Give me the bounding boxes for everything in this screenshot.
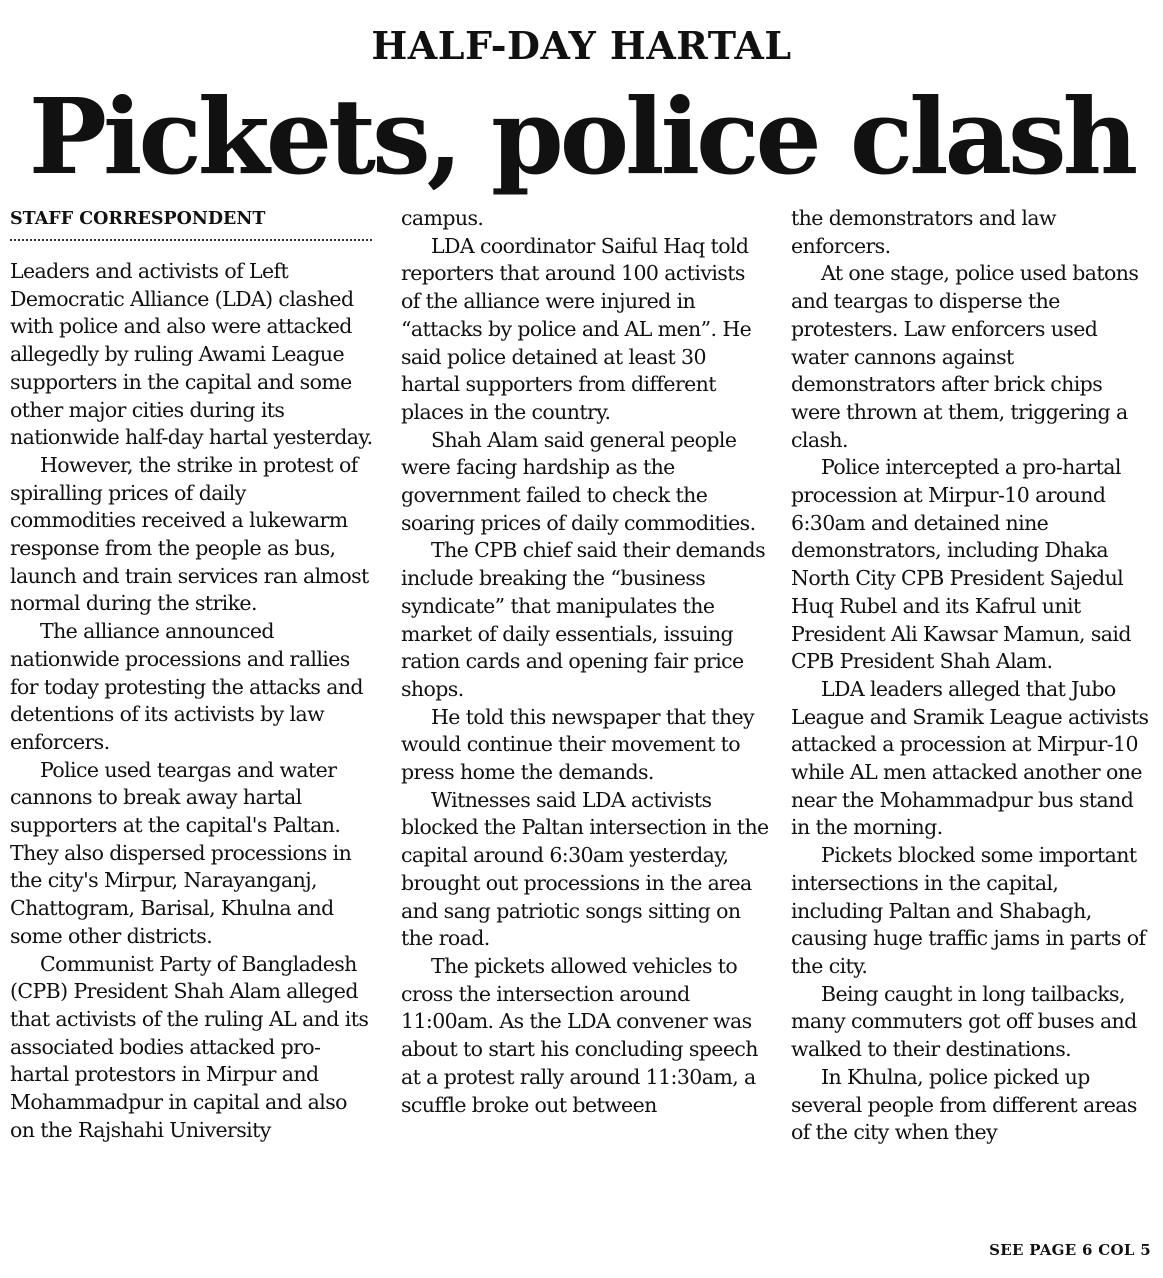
paragraph: At one stage, police used batons and teargas to disperse the protesters. Law enforcers used water cannons against demonstrators after brick chips were thrown at them, triggering a clash.	[791, 261, 1139, 452]
article-column-2	[401, 205, 769, 1119]
paragraph: the demonstrators and law enforcers.	[791, 206, 1056, 258]
paragraph: The CPB chief said their demands include breaking the “business syndicate” that manipulates the market of daily essentials, issuing ration cards and opening fair price shops.	[401, 538, 766, 701]
paragraph: campus.	[401, 206, 484, 230]
paragraph: Leaders and activists of Left Democratic Alliance (LDA) clashed with police and also were attacked allegedly by ruling Awami League supporters in the capital and some other major cities during its nationwide half-day hartal yesterday.	[10, 259, 373, 450]
paragraph: Communist Party of Bangladesh (CPB) President Shah Alam alleged that activists of the ruling AL and its associated bodies attacked pro-hartal protestors in Mirpur and Mohammadpur in capital and also on the Rajshahi University	[10, 951, 369, 1142]
paragraph: In Khulna, police picked up several people from different areas of the city when they	[791, 1064, 1137, 1145]
paragraph: The alliance announced nationwide processions and rallies for today protesting the attacks and detentions of its activists by law enforcers.	[10, 619, 363, 754]
paragraph: However, the strike in protest of spiralling prices of daily commodities received a lukewarm response from the people as bus, launch and train services ran almost normal during the strike.	[10, 452, 369, 616]
paragraph: Police used teargas and water cannons to break away hartal supporters at the capital's Paltan. They also dispersed processions in the city's Mirpur, Narayanganj, Chattogram, Barisal, Khulna and some other districts.	[10, 757, 352, 948]
paragraph: LDA leaders alleged that Jubo League and Sramik League activists attacked a procession at Mirpur-10 while AL men attacked another one near the Mohammadpur bus stand in the morning.	[791, 676, 1149, 840]
article-column-3	[791, 205, 1153, 1147]
article-headline: Pickets, police clash	[28, 75, 1135, 198]
article-kicker: HALF-DAY HARTAL	[371, 23, 792, 68]
paragraph: Shah Alam said general people were facing hardship as the government failed to check the soaring prices of daily commodities.	[401, 427, 756, 535]
paragraph: Witnesses said LDA activists blocked the Paltan intersection in the capital around 6:30am yesterday, brought out processions in the area and sang patriotic songs sitting on the road.	[401, 787, 769, 951]
continuation-jump: SEE PAGE 6 COL 5	[989, 1241, 1151, 1259]
byline: STAFF CORRESPONDENT	[10, 207, 372, 241]
paragraph: LDA coordinator Saiful Haq told reporters that around 100 activists of the alliance were injured in “attacks by police and AL men”. He said police detained at least 30 hartal supporters from different places in the country.	[401, 233, 752, 424]
paragraph: The pickets allowed vehicles to cross the intersection around 11:00am. As the LDA convener was about to start his concluding speech at a protest rally around 11:30am, a scuffle broke out between	[401, 953, 758, 1117]
paragraph: Being caught in long tailbacks, many commuters got off buses and walked to their destinations.	[791, 981, 1137, 1062]
paragraph: Police intercepted a pro-hartal procession at Mirpur-10 around 6:30am and detained nine demonstrators, including Dhaka North City CPB President Sajedul Huq Rubel and its Kafrul unit President Ali Kawsar Mamun, said CPB President Shah Alam.	[791, 455, 1131, 674]
paragraph: He told this newspaper that they would continue their movement to press home the demands.	[401, 704, 755, 785]
paragraph: Pickets blocked some important intersections in the capital, including Paltan and Shabagh, causing huge traffic jams in parts of the city.	[791, 843, 1146, 978]
article-column-1	[10, 258, 376, 1145]
